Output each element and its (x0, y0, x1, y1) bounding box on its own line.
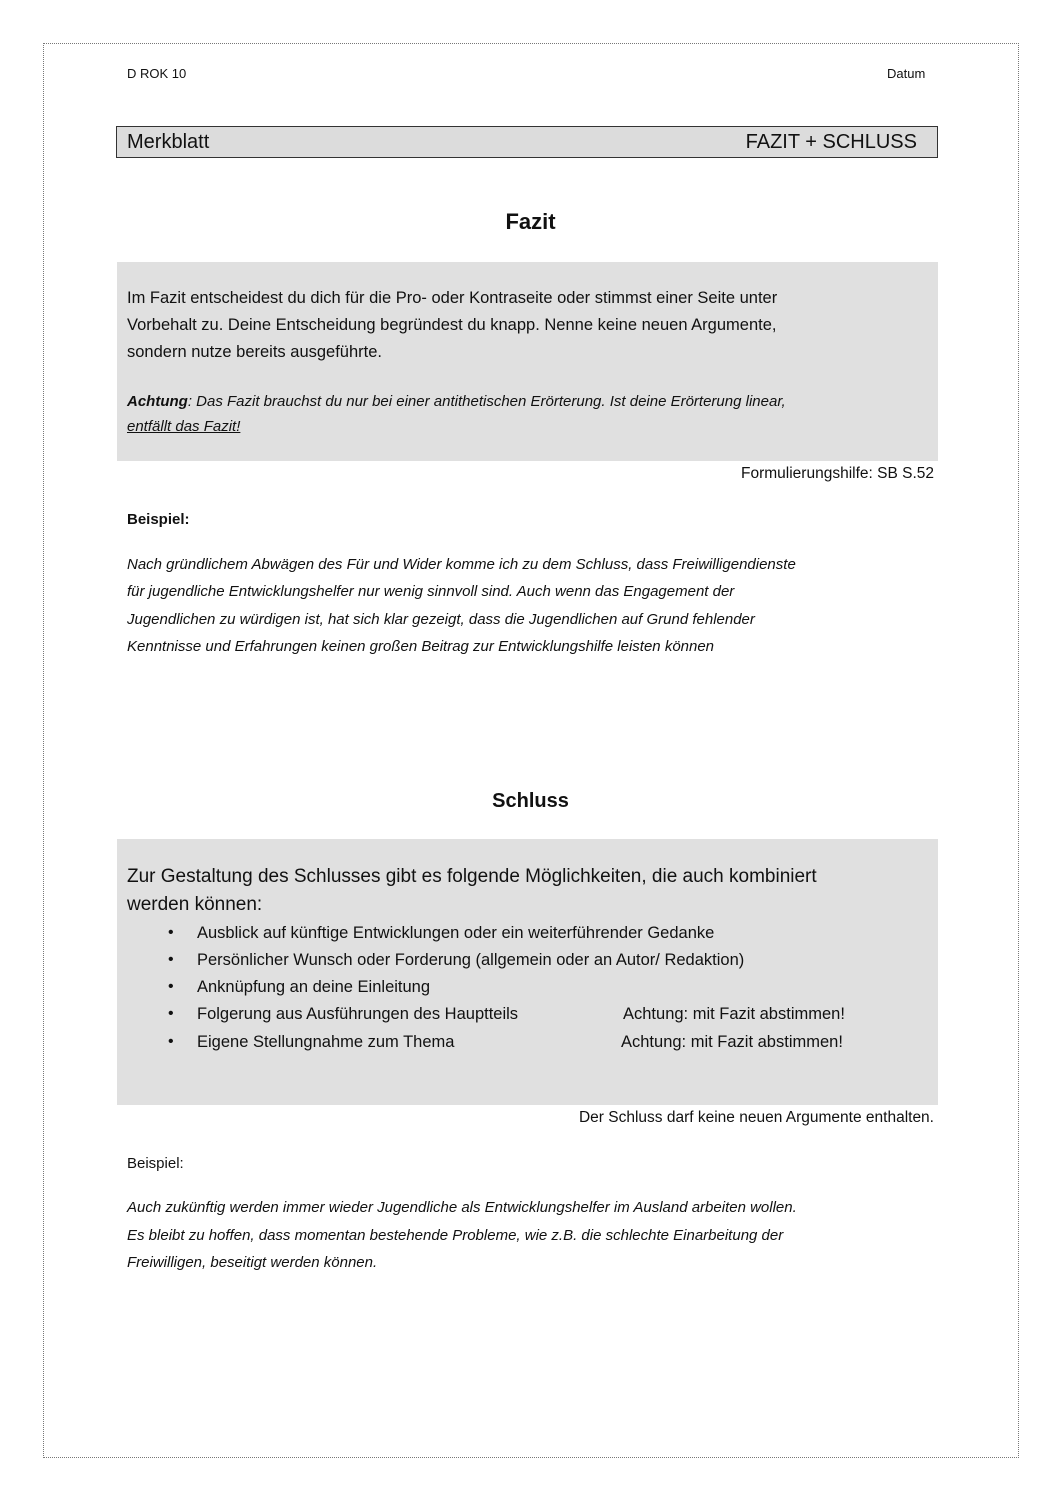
list-item: Anknüpfung an deine Einleitung (197, 978, 431, 996)
schluss-intro-line: Zur Gestaltung des Schlusses gibt es folgende Möglichkeiten, die auch kombiniert (127, 866, 817, 887)
header-course: D ROK 10 (127, 66, 187, 81)
fazit-example-line: Nach gründlichem Abwägen des Für und Wider komme ich zu dem Schluss, dass Freiwilligendienste (127, 556, 796, 573)
schluss-example-line: Es bleibt zu hoffen, dass momentan bestehende Probleme, wie z.B. die schlechte Einarbeitung der (127, 1227, 784, 1244)
schluss-heading: Schluss (492, 790, 569, 812)
bullet-icon: • (168, 1033, 174, 1050)
list-item-note: Achtung: mit Fazit abstimmen! (623, 1005, 845, 1023)
warning-text: : Das Fazit brauchst du nur bei einer antithetischen Erörterung. Ist deine Erörterung linear, (187, 393, 786, 410)
warning-text-underlined: entfällt das Fazit! (127, 418, 241, 435)
title-left: Merkblatt (127, 131, 210, 153)
page-border (43, 43, 1019, 1458)
bullet-icon: • (168, 924, 174, 941)
schluss-example-label: Beispiel: (127, 1155, 184, 1172)
schluss-hint: Der Schluss darf keine neuen Argumente enthalten. (578, 1109, 934, 1126)
fazit-text-line: sondern nutze bereits ausgeführte. (127, 343, 383, 361)
schluss-intro-line: werden können: (127, 894, 263, 915)
fazit-example-line: Jugendlichen zu würdigen ist, hat sich klar gezeigt, dass die Jugendlichen auf Grund fehlender (127, 611, 755, 628)
list-item: Folgerung aus Ausführungen des Hauptteils (197, 1005, 519, 1023)
title-right: FAZIT + SCHLUSS (745, 131, 917, 153)
warning-label: Achtung (127, 393, 188, 410)
list-item-note: Achtung: mit Fazit abstimmen! (621, 1033, 843, 1051)
fazit-heading: Fazit (505, 209, 556, 234)
bullet-icon: • (168, 1005, 174, 1022)
fazit-text-line: Im Fazit entscheidest du dich für die Pro- oder Kontraseite oder stimmst einer Seite unter (127, 289, 778, 307)
list-item: Persönlicher Wunsch oder Forderung (allgemein oder an Autor/ Redaktion) (197, 951, 745, 969)
schluss-example-line: Freiwilligen, beseitigt werden können. (127, 1254, 378, 1271)
list-item: Eigene Stellungnahme zum Thema (197, 1033, 455, 1051)
bullet-icon: • (168, 978, 174, 995)
fazit-example-label: Beispiel: (127, 511, 190, 528)
fazit-text-line: Vorbehalt zu. Deine Entscheidung begründest du knapp. Nenne keine neuen Argumente, (127, 316, 777, 334)
fazit-example-line: für jugendliche Entwicklungshelfer nur wenig sinnvoll sind. Auch wenn das Engagement der (127, 583, 735, 600)
title-bar (116, 126, 938, 158)
list-item: Ausblick auf künftige Entwicklungen oder ein weiterführender Gedanke (197, 924, 715, 942)
schluss-example-line: Auch zukünftig werden immer wieder Jugendliche als Entwicklungshelfer im Ausland arbeiten wollen. (127, 1199, 797, 1216)
fazit-example-line: Kenntnisse und Erfahrungen keinen großen Beitrag zur Entwicklungshilfe leisten können (127, 638, 715, 655)
bullet-icon: • (168, 951, 174, 968)
fazit-hint: Formulierungshilfe: SB S.52 (741, 465, 934, 482)
fazit-warning (127, 393, 786, 410)
header-date: Datum (887, 66, 926, 81)
